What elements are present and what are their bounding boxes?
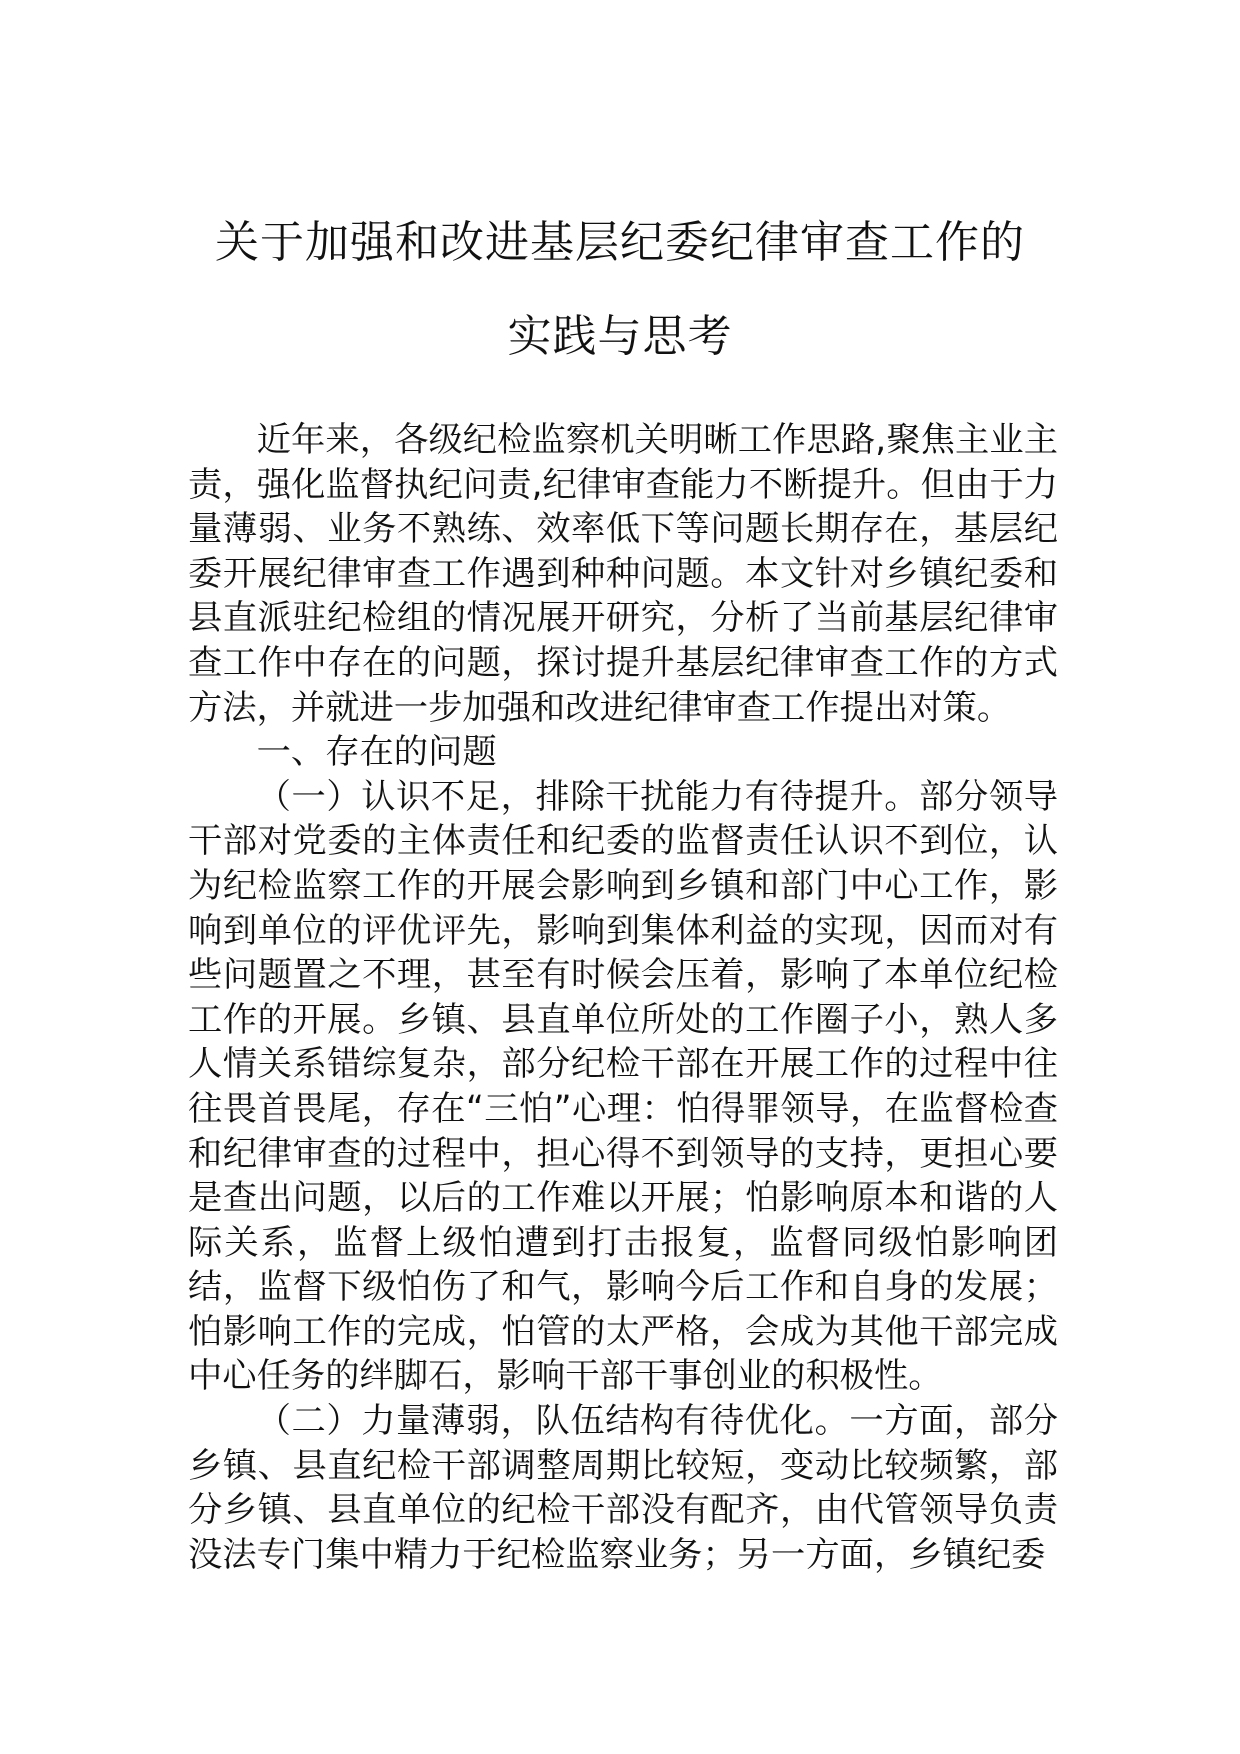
document-title-line-2: 实践与思考 — [507, 311, 733, 362]
subsection-paragraph-2: （二）力量薄弱，队伍结构有待优化。一方面，部分乡镇、县直纪检干部调整周期比较短，变动比较频繁，部分乡镇、县直单位的纪检干部没有配齐，由代管领导负责没法专门集中精力于纪检监察业务；另一方面，乡镇纪委 — [188, 1401, 1058, 1575]
document-body — [188, 418, 1058, 1577]
intro-paragraph: 近年来，各级纪检监察机关明晰工作思路,聚焦主业主责，强化监督执纪问责,纪律审查能力不断提升。但由于力量薄弱、业务不熟练、效率低下等问题长期存在，基层纪委开展纪律审查工作遇到种种问题。本文针对乡镇纪委和县直派驻纪检组的情况展开研究，分析了当前基层纪律审查工作中存在的问题，探讨提升基层纪律审查工作的方式方法，并就进一步加强和改进纪律审查工作提出对策。 — [188, 420, 1058, 728]
document-title-line-1: 关于加强和改进基层纪委纪律审查工作的 — [215, 217, 1025, 268]
subsection-paragraph-1: （一）认识不足，排除干扰能力有待提升。部分领导干部对党委的主体责任和纪委的监督责任认识不到位，认为纪检监察工作的开展会影响到乡镇和部门中心工作，影响到单位的评优评先，影响到集体利益的实现，因而对有些问题置之不理，甚至有时候会压着，影响了本单位纪检工作的开展。乡镇、县直单位所处的工作圈子小，熟人多人情关系错综复杂，部分纪检干部在开展工作的过程中往往畏首畏尾，存在“三怕”心理：怕得罪领导，在监督检查和纪律审查的过程中，担心得不到领导的支持，更担心要是查出问题，以后的工作难以开展；怕影响原本和谐的人际关系，监督上级怕遭到打击报复，监督同级怕影响团结，监督下级怕伤了和气，影响今后工作和自身的发展；怕影响工作的完成，怕管的太严格，会成为其他干部完成中心任务的绊脚石，影响干部干事创业的积极性。 — [188, 776, 1058, 1397]
section-heading-1: 一、存在的问题 — [256, 732, 497, 773]
